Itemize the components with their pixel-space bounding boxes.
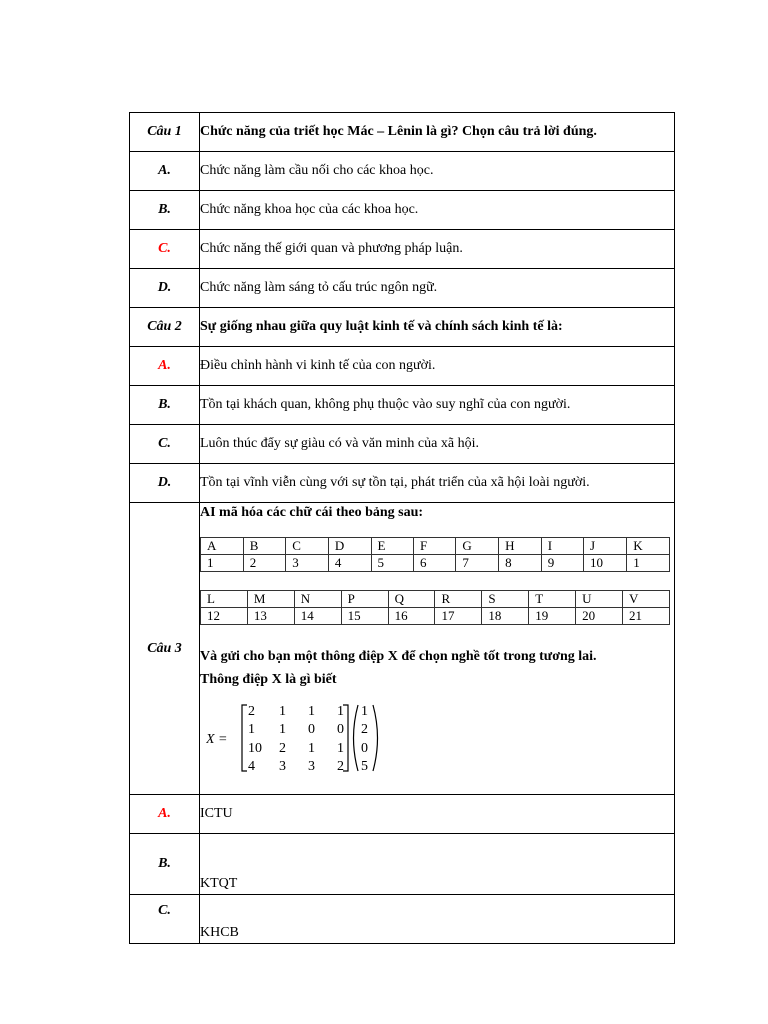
matrix-cell: 1 [279, 722, 286, 737]
option-row [130, 386, 675, 425]
code-number-cell: 7 [456, 555, 499, 572]
matrix-equation-svg [206, 701, 406, 775]
option-text: ICTU [200, 795, 675, 834]
question-text: Sự giống nhau giữa quy luật kinh tế và chính sách kinh tế là: [200, 308, 675, 347]
option-label-correct: C. [130, 230, 200, 269]
matrix-cell: 1 [337, 704, 344, 719]
code-number-cell: 18 [482, 608, 529, 625]
code-number-cell: 15 [341, 608, 388, 625]
code-letter-cell: P [341, 591, 388, 608]
vector-cell: 2 [361, 722, 368, 737]
question-row [130, 308, 675, 347]
option-label: C. [130, 425, 200, 464]
code-table-2 [200, 590, 670, 625]
matrix-cell: 1 [279, 704, 286, 719]
code-number-cell: 9 [541, 555, 583, 572]
vector-cell: 5 [361, 759, 368, 774]
code-number-cell: 13 [247, 608, 294, 625]
matrix-cell: 0 [337, 722, 344, 737]
code-number-cell: 5 [371, 555, 413, 572]
matrix-cell: 1 [248, 722, 255, 737]
question-intro: AI mã hóa các chữ cái theo bảng sau: [200, 505, 424, 520]
option-text: Điều chỉnh hành vi kinh tế của con người. [200, 347, 675, 386]
matrix-cell: 0 [308, 722, 315, 737]
code-tables [200, 537, 670, 625]
message-line-1: Và gửi cho bạn một thông điệp X để chọn nghề tốt trong tương lai. [200, 649, 597, 664]
option-text: Tồn tại vĩnh viễn cùng với sự tồn tại, phát triển của xã hội loài người. [200, 464, 675, 503]
matrix-left-bracket [242, 705, 247, 771]
code-numbers-row [201, 555, 670, 572]
code-letter-cell: B [243, 538, 286, 555]
code-letter-cell: E [371, 538, 413, 555]
code-letter-cell: A [201, 538, 244, 555]
code-letter-cell: R [435, 591, 482, 608]
option-row [130, 795, 675, 834]
code-table-1 [200, 537, 670, 572]
option-row [130, 152, 675, 191]
option-label: D. [130, 269, 200, 308]
code-letter-cell: T [529, 591, 576, 608]
matrix-cell: 2 [279, 741, 286, 756]
matrix-cell: 3 [308, 759, 315, 774]
matrix-cell: 2 [337, 759, 344, 774]
code-number-cell: 2 [243, 555, 286, 572]
vector-cell: 1 [361, 704, 368, 719]
code-letter-cell: D [328, 538, 371, 555]
code-number-cell: 14 [294, 608, 341, 625]
code-letter-cell: V [623, 591, 670, 608]
matrix-cell: 1 [308, 704, 315, 719]
option-text: Chức năng thế giới quan và phương pháp luận. [200, 230, 675, 269]
code-letter-cell: N [294, 591, 341, 608]
question-row [130, 113, 675, 152]
option-label: D. [130, 464, 200, 503]
code-number-cell: 3 [286, 555, 329, 572]
code-letter-cell: L [201, 591, 248, 608]
code-letter-cell: S [482, 591, 529, 608]
code-number-cell: 6 [414, 555, 456, 572]
code-number-cell: 12 [201, 608, 248, 625]
option-text: KTQT [200, 834, 675, 895]
quiz-table [129, 112, 675, 944]
question-message [200, 645, 674, 691]
code-letter-cell: C [286, 538, 329, 555]
option-label-correct: A. [130, 347, 200, 386]
option-row [130, 269, 675, 308]
question-label: Câu 1 [130, 113, 200, 152]
code-number-cell: 4 [328, 555, 371, 572]
option-row [130, 464, 675, 503]
code-letter-cell: J [584, 538, 627, 555]
option-row [130, 347, 675, 386]
option-label-correct: A. [130, 795, 200, 834]
matrix-cell: 4 [248, 759, 255, 774]
code-number-cell: 19 [529, 608, 576, 625]
option-text: Chức năng làm cầu nối cho các khoa học. [200, 152, 675, 191]
code-letters-row [201, 591, 670, 608]
code-letter-cell: M [247, 591, 294, 608]
question-label: Câu 2 [130, 308, 200, 347]
code-number-cell: 1 [201, 555, 244, 572]
vector-left-paren [354, 705, 359, 771]
option-row [130, 895, 675, 944]
matrix-cell: 3 [279, 759, 286, 774]
code-numbers-row [201, 608, 670, 625]
option-label: B. [130, 386, 200, 425]
question-text: Chức năng của triết học Mác – Lênin là gì? Chọn câu trả lời đúng. [200, 113, 675, 152]
code-number-cell: 1 [627, 555, 670, 572]
code-number-cell: 16 [388, 608, 435, 625]
option-row [130, 230, 675, 269]
option-text: KHCB [200, 895, 675, 944]
code-letter-cell: U [576, 591, 623, 608]
option-label: C. [130, 895, 200, 944]
option-text: Chức năng làm sáng tỏ cấu trúc ngôn ngữ. [200, 269, 675, 308]
code-number-cell: 21 [623, 608, 670, 625]
question-label: Câu 3 [130, 503, 200, 795]
code-number-cell: 8 [499, 555, 542, 572]
matrix-cell: 1 [308, 741, 315, 756]
matrix-cell: 10 [248, 741, 262, 756]
vector-cell: 0 [361, 741, 368, 756]
code-number-cell: 10 [584, 555, 627, 572]
code-number-cell: 20 [576, 608, 623, 625]
matrix-cell: 1 [337, 741, 344, 756]
vector-right-paren [373, 705, 378, 771]
code-letter-cell: H [499, 538, 542, 555]
code-letter-cell: K [627, 538, 670, 555]
code-letter-cell: Q [388, 591, 435, 608]
option-row [130, 191, 675, 230]
question-row [130, 503, 675, 795]
option-text: Luôn thúc đẩy sự giàu có và văn minh của xã hội. [200, 425, 675, 464]
matrix-equation [206, 701, 674, 775]
code-letter-cell: F [414, 538, 456, 555]
option-row [130, 425, 675, 464]
option-text: Chức năng khoa học của các khoa học. [200, 191, 675, 230]
code-letter-cell: I [541, 538, 583, 555]
option-text: Tồn tại khách quan, không phụ thuộc vào suy nghĩ của con người. [200, 386, 675, 425]
code-letter-cell: G [456, 538, 499, 555]
matrix-cell: 2 [248, 704, 255, 719]
matrix-lhs: X = [206, 732, 228, 747]
option-label: B. [130, 834, 200, 895]
code-number-cell: 17 [435, 608, 482, 625]
code-letters-row [201, 538, 670, 555]
message-line-2: Thông điệp X là gì biết [200, 672, 337, 687]
question-body [200, 503, 675, 795]
option-label: A. [130, 152, 200, 191]
option-row [130, 834, 675, 895]
option-label: B. [130, 191, 200, 230]
